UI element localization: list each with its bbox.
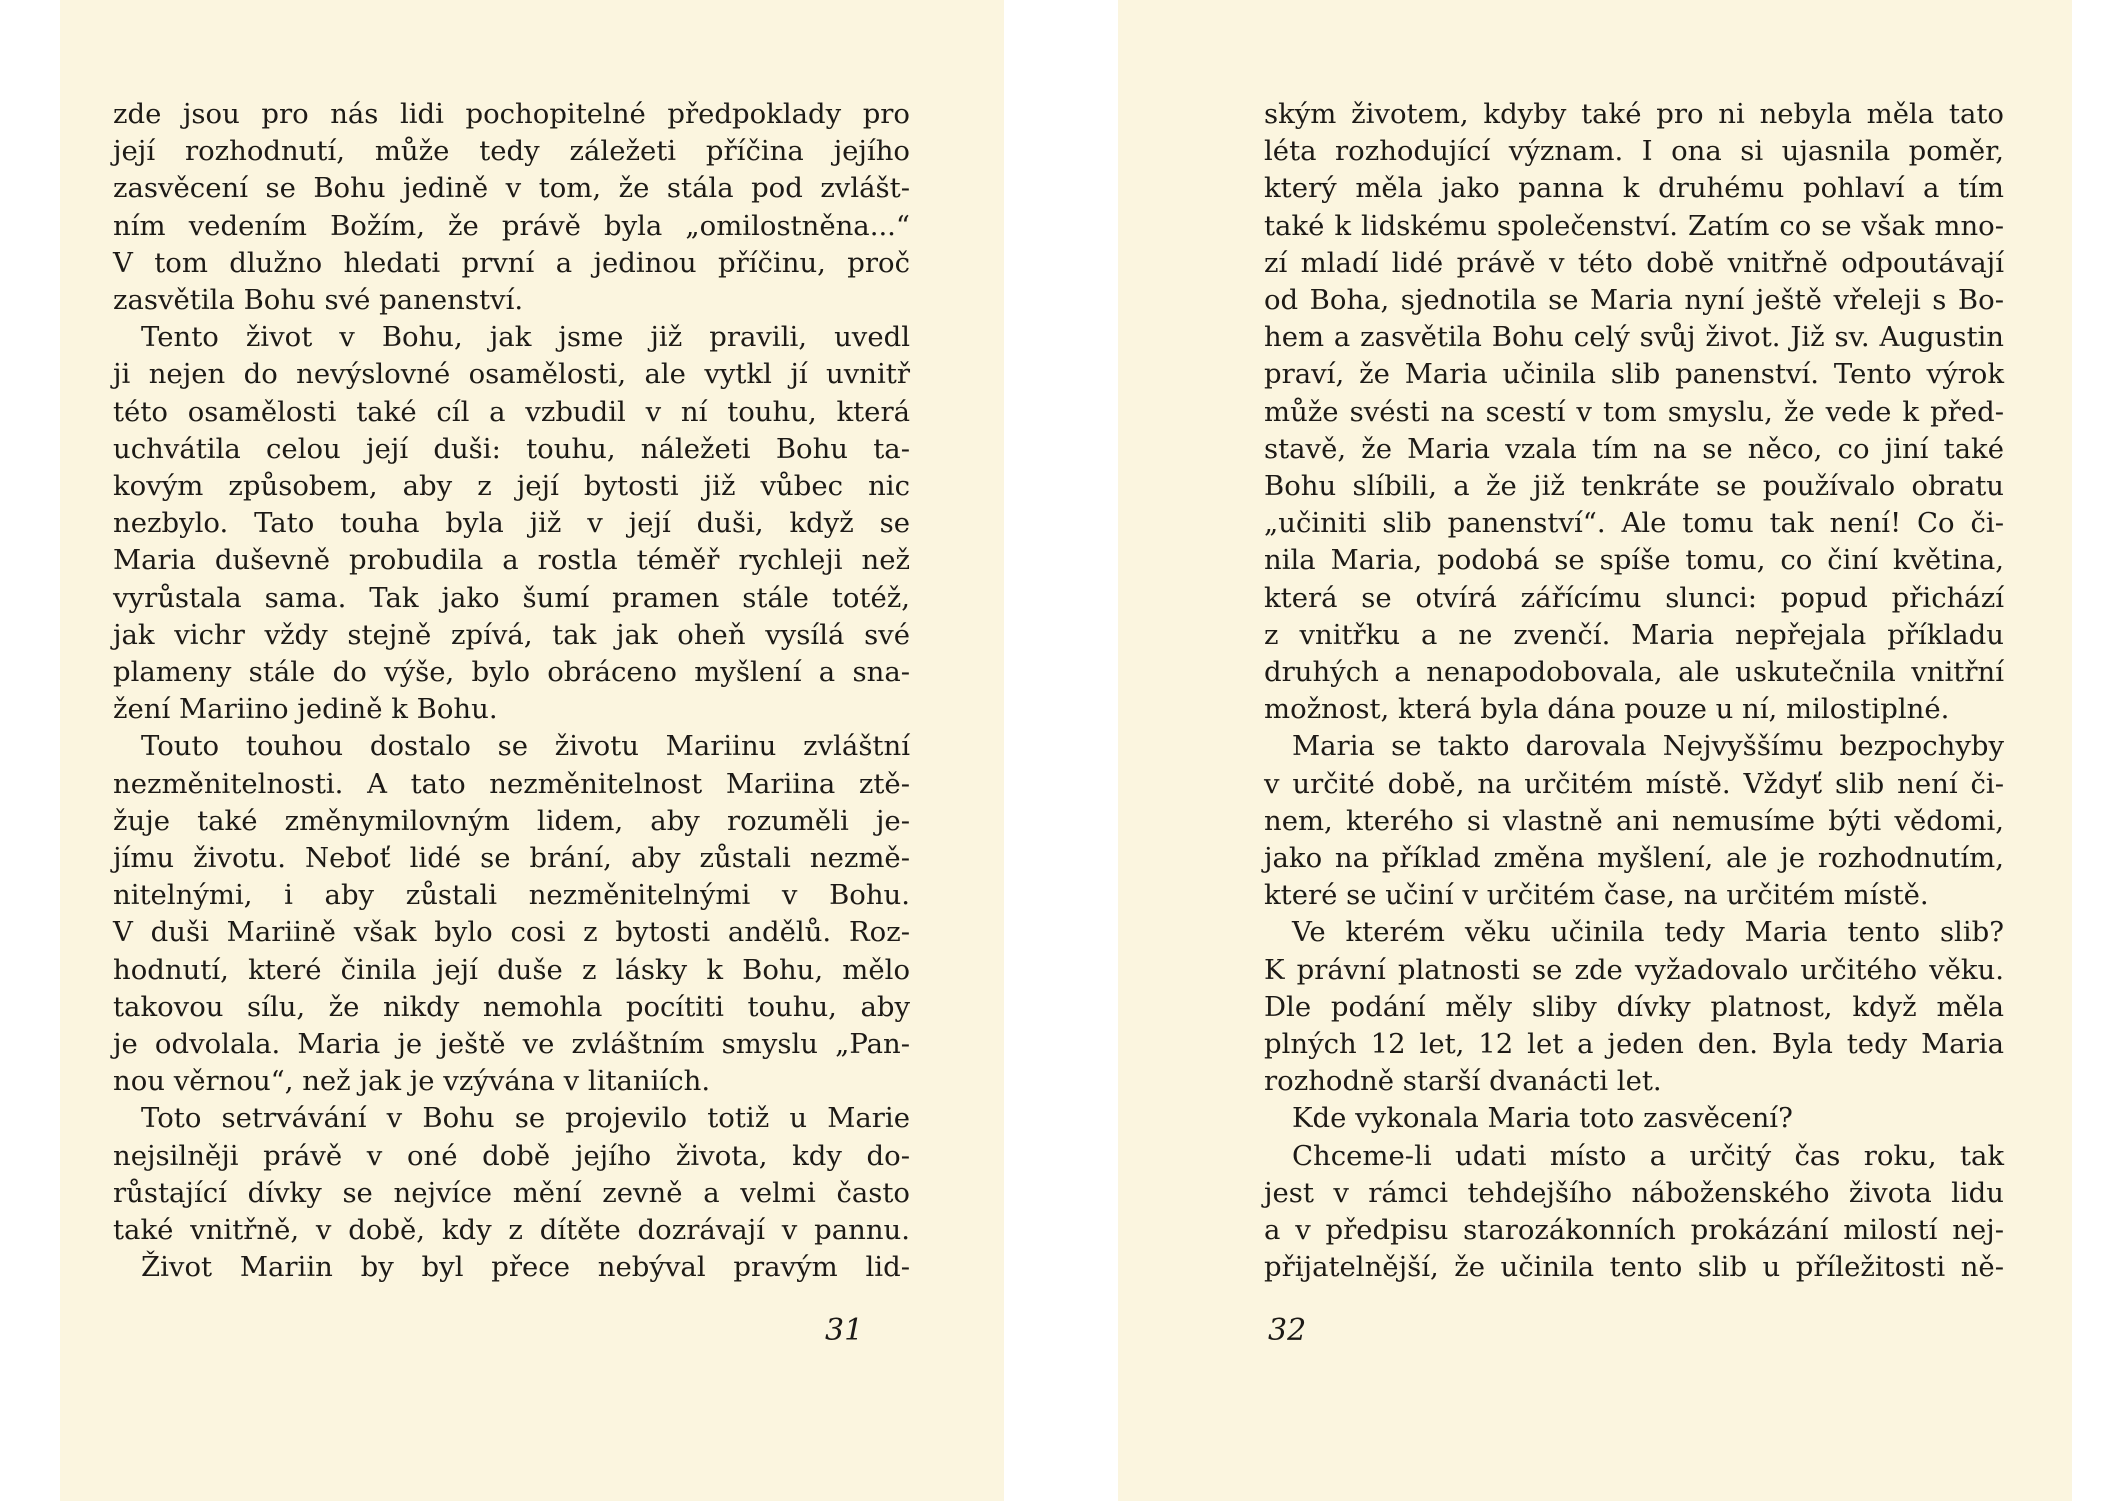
text-line: Maria duševně probudila a rostla téměř rychleji než: [113, 544, 910, 577]
text-line: zde jsou pro nás lidi pochopitelné předpoklady pro: [113, 98, 910, 130]
text-line: zasvětila Bohu své panenství.: [113, 284, 524, 317]
text-line: Touto touhou dostalo se životu Mariinu zvláštní: [141, 730, 910, 763]
text-line: může svésti na scestí v tom smyslu, že vede k před-: [1264, 395, 2004, 428]
text-line: Bohu slíbili, a že již tenkráte se používalo obratu: [1264, 470, 2004, 503]
text-line: V duši Mariině však bylo cosi z bytosti andělů. Roz-: [113, 916, 910, 949]
text-line: rozhodně starší dvanácti let.: [1264, 1065, 1662, 1098]
text-line: nezměnitelnosti. A tato nezměnitelnost Mariina ztě-: [113, 767, 910, 800]
text-line: Toto setrvávání v Bohu se projevilo totiž u Marie: [141, 1102, 910, 1135]
page-number: 31: [825, 1313, 864, 1348]
text-line: kovým způsobem, aby z její bytosti již vůbec nic: [113, 470, 910, 503]
text-line: nitelnými, i aby zůstali nezměnitelnými v Bohu.: [113, 879, 910, 912]
text-line: plameny stále do výše, bylo obráceno myšlení a sna-: [113, 656, 910, 689]
left-page-text: [113, 96, 910, 1287]
text-line: od Boha, sjednotila se Maria nyní ještě vřeleji s Bo-: [1264, 284, 2004, 317]
text-line: hodnutí, které činila její duše z lásky k Bohu, mělo: [113, 953, 910, 986]
text-line: přijatelnější, že učinila tento slib u příležitosti ně-: [1264, 1251, 2004, 1284]
left-page: [60, 0, 1004, 1501]
text-line: nezbylo. Tato touha byla již v její duši, když se: [113, 507, 910, 540]
text-line: vyrůstala sama. Tak jako šumí pramen stále totéž,: [113, 581, 910, 614]
text-line: která se otvírá zářícímu slunci: popud přichází: [1264, 581, 2004, 614]
text-line: léta rozhodující význam. I ona si ujasnila poměr,: [1264, 135, 2004, 168]
text-line: nejsilněji právě v oné době jejího života, kdy do-: [113, 1139, 910, 1172]
text-line: hem a zasvětila Bohu celý svůj život. Již sv. Augustin: [1264, 321, 2004, 354]
text-line: zasvěcení se Bohu jedině v tom, že stála pod zvlášt-: [113, 172, 910, 205]
text-line: V tom dlužno hledati první a jedinou příčinu, proč: [113, 246, 910, 279]
text-line: z vnitřku a ne zvenčí. Maria nepřejala příkladu: [1264, 618, 2004, 651]
text-line: K právní platnosti se zde vyžadovalo určitého věku.: [1264, 953, 2004, 986]
text-line: žení Mariino jedině k Bohu.: [113, 693, 498, 726]
text-line: druhých a nenapodobovala, ale uskutečnila vnitřní: [1264, 656, 2004, 689]
right-page-text: [1264, 96, 2004, 1287]
text-line: jak vichr vždy stejně zpívá, tak jak oheň vysílá své: [113, 618, 910, 651]
text-line: Život Mariin by byl přece nebýval pravým lid-: [141, 1251, 910, 1284]
text-line: Ve kterém věku učinila tedy Maria tento slib?: [1292, 916, 2004, 949]
text-line: praví, že Maria učinila slib panenství. Tento výrok: [1264, 358, 2004, 391]
text-line: ním vedením Božím, že právě byla „omilostněna...“: [113, 209, 910, 242]
text-line: Chceme-li udati místo a určitý čas roku, tak: [1292, 1139, 2004, 1172]
text-line: její rozhodnutí, může tedy záležeti příčina jejího: [113, 135, 910, 168]
text-line: jímu životu. Neboť lidé se brání, aby zůstali nezmě-: [113, 842, 910, 875]
text-line: nem, kterého si vlastně ani nemusíme býti vědomi,: [1264, 804, 2004, 837]
text-line: žuje také změnymilovným lidem, aby rozuměli je-: [113, 804, 910, 837]
text-line: růstající dívky se nejvíce mění zevně a velmi často: [113, 1176, 910, 1209]
text-line: které se učiní v určitém čase, na určitém místě.: [1264, 879, 1929, 912]
text-line: Tento život v Bohu, jak jsme již pravili, uvedl: [141, 321, 910, 354]
text-line: v určité době, na určitém místě. Vždyť slib není či-: [1264, 767, 2004, 800]
text-line: Maria se takto darovala Nejvyššímu bezpochyby: [1292, 730, 2004, 763]
text-line: ským životem, kdyby také pro ni nebyla měla tato: [1264, 98, 2004, 130]
text-line: který měla jako panna k druhému pohlaví a tím: [1264, 172, 2004, 205]
text-line: nila Maria, podobá se spíše tomu, co činí květina,: [1264, 544, 2004, 577]
text-line: uchvátila celou její duši: touhu, náležeti Bohu ta-: [113, 432, 910, 465]
text-line: jest v rámci tehdejšího náboženského života lidu: [1264, 1176, 2004, 1209]
text-line: a v předpisu starozákonních prokázání milostí nej-: [1264, 1214, 2004, 1247]
text-line: je odvolala. Maria je ještě ve zvláštním smyslu „Pan-: [113, 1028, 910, 1061]
text-line: také k lidskému společenství. Zatím co se však mno-: [1264, 209, 2004, 242]
text-line: jako na příklad změna myšlení, ale je rozhodnutím,: [1264, 842, 2004, 875]
text-line: nou věrnou“, než jak je vzývána v litaniích.: [113, 1065, 711, 1098]
text-line: zí mladí lidé právě v této době vnitřně odpoutávají: [1264, 246, 2004, 279]
text-line: „učiniti slib panenství“. Ale tomu tak není! Co či-: [1264, 507, 2004, 540]
text-line: této osamělosti také cíl a vzbudil v ní touhu, která: [113, 395, 910, 428]
text-line: Dle podání měly sliby dívky platnost, když měla: [1264, 990, 2004, 1023]
text-line: možnost, která byla dána pouze u ní, milostiplné.: [1264, 693, 1950, 726]
text-line: takovou sílu, že nikdy nemohla pocítiti touhu, aby: [113, 990, 910, 1023]
text-line: Kde vykonala Maria toto zasvěcení?: [1292, 1102, 1793, 1135]
text-line: ji nejen do nevýslovné osamělosti, ale vytkl jí uvnitř: [113, 358, 910, 391]
right-page: [1118, 0, 2072, 1501]
text-line: také vnitřně, v době, kdy z dítěte dozrávají v pannu.: [113, 1214, 910, 1247]
text-line: stavě, že Maria vzala tím na se něco, co jiní také: [1264, 432, 2004, 465]
page-number: 32: [1268, 1313, 1307, 1348]
text-line: plných 12 let, 12 let a jeden den. Byla tedy Maria: [1264, 1028, 2004, 1061]
